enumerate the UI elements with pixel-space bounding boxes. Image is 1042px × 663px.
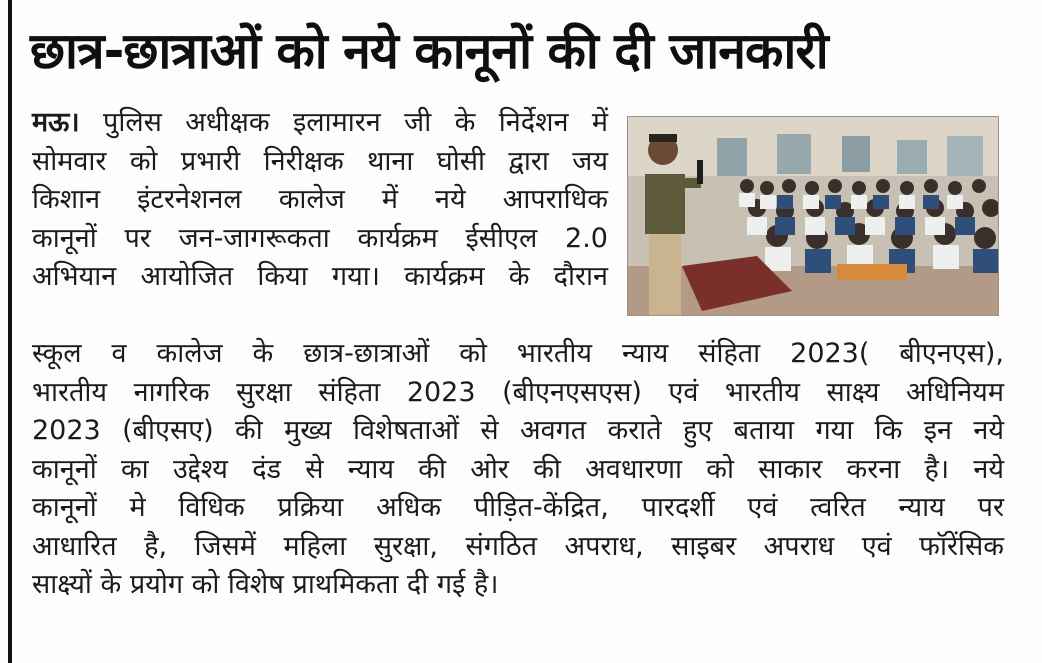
classroom-photo xyxy=(627,116,999,316)
classroom-photo-icon xyxy=(627,116,999,316)
article-line: कानूनों मे विधिक प्रक्रिया अधिक पीड़ित-केंद्रित, पारदर्शी एवं त्वरित न्याय पर xyxy=(32,492,1004,523)
article-line: सोमवार को प्रभारी निरीक्षक थाना घोसी द्वारा जय xyxy=(32,145,608,177)
headline: छात्र-छात्राओं को नये कानूनों की दी जानकारी xyxy=(30,22,828,80)
article-line: 2023 (बीएसए) की मुख्य विशेषताओं से अवगत कराते हुए बताया गया कि इन नये xyxy=(32,415,1004,446)
dateline: मऊ। xyxy=(32,107,80,138)
article-line: आधारित है, जिसमें महिला सुरक्षा, संगठित अपराध, साइबर अपराध एवं फॉरेंसिक xyxy=(32,530,1004,562)
article-line: मऊ। पुलिस अधीक्षक इलामारन जी के निर्देशन में xyxy=(32,107,608,138)
column-rule xyxy=(8,0,12,663)
article-line: भारतीय नागरिक सुरक्षा संहिता 2023 (बीएनएसएस) एवं भारतीय साक्ष्य अधिनियम xyxy=(32,376,1004,408)
article-line: किशान इंटरनेशनल कालेज में नये आपराधिक xyxy=(32,184,608,215)
article-line: अभियान आयोजित किया गया। कार्यक्रम के दौरान xyxy=(32,261,608,292)
article-line: कानूनों पर जन-जागरूकता कार्यक्रम ईसीएल 2.0 xyxy=(32,222,608,254)
article-line: कानूनों का उद्देश्य दंड से न्याय की ओर की अवधारणा को साकार करना है। नये xyxy=(32,453,1004,485)
article-line: साक्ष्यों के प्रयोग को विशेष प्राथमिकता दी गई है। xyxy=(32,569,499,600)
article-body-wide xyxy=(32,335,1004,605)
article-body-narrow xyxy=(32,104,608,297)
article-line: स्कूल व कालेज के छात्र-छात्राओं को भारतीय न्याय संहिता 2023( बीएनएस), xyxy=(32,338,1004,369)
